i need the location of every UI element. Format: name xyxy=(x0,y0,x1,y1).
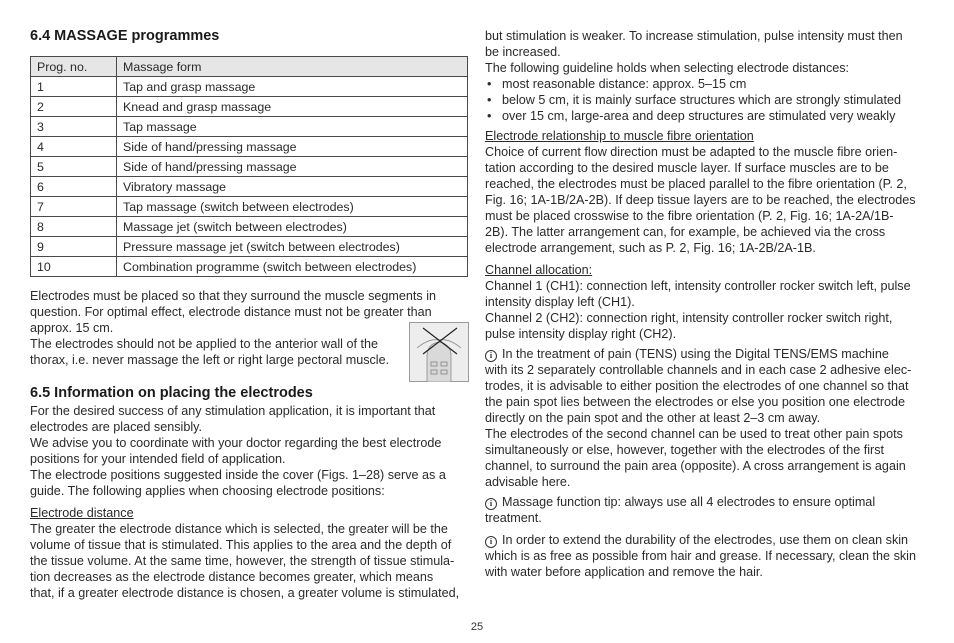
tens-info-section xyxy=(485,346,925,490)
thorax-warning-image xyxy=(409,322,469,382)
header-massage-form: Massage form xyxy=(117,57,468,77)
table-row xyxy=(31,237,468,257)
text-span: In the treatment of pain (TENS) using the Digital TENS/EMS machine xyxy=(502,347,889,361)
text-line: advisable here. xyxy=(485,475,571,489)
electrode-distance-section xyxy=(30,505,470,601)
table-row xyxy=(31,177,468,197)
text-line: guide. The following applies when choosing electrode positions: xyxy=(30,484,385,498)
massage-form-cell: Massage jet (switch between electrodes) xyxy=(117,217,468,237)
massage-form-cell: Side of hand/pressing massage xyxy=(117,157,468,177)
channel-allocation-section xyxy=(485,262,925,342)
text-line: approx. 15 cm. xyxy=(30,321,114,335)
table-row xyxy=(31,77,468,97)
text-line: intensity display left (CH1). xyxy=(485,295,635,309)
text-span: Massage function tip: always use all 4 electrodes to ensure optimal xyxy=(502,495,876,509)
placing-electrodes-paragraph xyxy=(30,403,470,499)
text-line: tation according to the desired muscle layer. If surface muscles are to be xyxy=(485,161,889,175)
text-line: The electrodes should not be applied to the anterior wall of the xyxy=(30,337,378,351)
section-heading-placing-electrodes: 6.5 Information on placing the electrodes xyxy=(30,385,313,401)
table-row xyxy=(31,257,468,277)
subheading-fibre-orientation: Electrode relationship to muscle fibre orientation xyxy=(485,129,754,143)
fibre-orientation-section xyxy=(485,128,925,256)
text-line: The greater the electrode distance which is selected, the greater will be the xyxy=(30,522,448,536)
massage-form-cell: Pressure massage jet (switch between electrodes) xyxy=(117,237,468,257)
massage-form-cell: Knead and grasp massage xyxy=(117,97,468,117)
table-header-row xyxy=(31,57,468,77)
text-line: pulse intensity display right (CH2). xyxy=(485,327,677,341)
text-line xyxy=(485,532,925,548)
text-line: reached, the electrodes must be placed parallel to the fibre orientation (P. 2, xyxy=(485,177,907,191)
text-line: volume of tissue that is stimulated. This applies to the area and the depth of xyxy=(30,538,452,552)
header-prog-no: Prog. no. xyxy=(31,57,117,77)
text-line: be increased. xyxy=(485,45,561,59)
prog-no-cell: 5 xyxy=(31,157,117,177)
massage-programmes-table xyxy=(30,56,468,277)
massage-form-cell: Tap massage (switch between electrodes) xyxy=(117,197,468,217)
massage-form-cell: Tap massage xyxy=(117,117,468,137)
section-heading-massage-programmes: 6.4 MASSAGE programmes xyxy=(30,28,220,44)
info-icon: i xyxy=(485,536,497,548)
text-line: Fig. 16; 1A-1B/2A-2B). If deep tissue layers are to be reached, the electrodes xyxy=(485,193,916,207)
prog-no-cell: 7 xyxy=(31,197,117,217)
text-line: Electrodes must be placed so that they surround the muscle segments in xyxy=(30,289,437,303)
prog-no-cell: 6 xyxy=(31,177,117,197)
table-row xyxy=(31,137,468,157)
text-line: with its 2 separately controllable channels and in each case 2 adhesive elec- xyxy=(485,363,912,377)
text-line: Channel 1 (CH1): connection left, intensity controller rocker switch left, pulse xyxy=(485,279,911,293)
massage-form-cell: Side of hand/pressing massage xyxy=(117,137,468,157)
text-line: that, if a greater electrode distance is chosen, a greater volume is stimulated, xyxy=(30,586,460,600)
text-line xyxy=(485,346,925,362)
massage-tip-section xyxy=(485,494,925,526)
text-line: Choice of current flow direction must be adapted to the muscle fibre orien- xyxy=(485,145,898,159)
page-number: 25 xyxy=(470,621,484,633)
text-line: which is as free as possible from hair and grease. If necessary, clean the skin xyxy=(485,549,916,563)
text-line: channel, to surround the pain area (opposite). A cross arrangement is again xyxy=(485,459,906,473)
text-line: tion decreases as the electrode distance becomes greater, which means xyxy=(30,570,434,584)
text-line: Channel 2 (CH2): connection right, intensity controller rocker switch right, xyxy=(485,311,893,325)
massage-form-cell: Vibratory massage xyxy=(117,177,468,197)
text-line: The electrodes of the second channel can be used to treat other pain spots xyxy=(485,427,903,441)
info-icon: i xyxy=(485,350,497,362)
text-line: thorax, i.e. never massage the left or right large pectoral muscle. xyxy=(30,353,390,367)
text-line: For the desired success of any stimulation application, it is important that xyxy=(30,404,436,418)
text-line: We advise you to coordinate with your doctor regarding the best electrode xyxy=(30,436,442,450)
skin-care-section xyxy=(485,532,925,580)
list-item: • over 15 cm, large-area and deep structures are stimulated very weakly xyxy=(485,108,925,124)
massage-form-cell: Tap and grasp massage xyxy=(117,77,468,97)
text-line: The electrode positions suggested inside the cover (Figs. 1–28) serve as a xyxy=(30,468,446,482)
prog-no-cell: 9 xyxy=(31,237,117,257)
text-line: treatment. xyxy=(485,511,542,525)
text-line: directly on the pain spot and the other at least 2–3 cm away. xyxy=(485,411,821,425)
massage-form-cell: Combination programme (switch between electrodes) xyxy=(117,257,468,277)
text-line: the pain spot lies between the electrodes or else you position one electrode xyxy=(485,395,906,409)
text-line xyxy=(485,494,925,510)
table-row xyxy=(31,197,468,217)
prog-no-cell: 2 xyxy=(31,97,117,117)
electrode-guidance-paragraph xyxy=(30,288,468,368)
distance-continuation xyxy=(485,28,925,124)
prog-no-cell: 1 xyxy=(31,77,117,97)
table-row xyxy=(31,117,468,137)
table-row xyxy=(31,97,468,117)
text-line: positions for your intended field of application. xyxy=(30,452,286,466)
table-row xyxy=(31,217,468,237)
text-line: must be placed crosswise to the fibre orientation (P. 2, Fig. 16; 1A-2A/1B- xyxy=(485,209,894,223)
text-line: The following guideline holds when selecting electrode distances: xyxy=(485,61,850,75)
prog-no-cell: 10 xyxy=(31,257,117,277)
prog-no-cell: 4 xyxy=(31,137,117,157)
text-line: with water before application and remove the hair. xyxy=(485,565,763,579)
text-line: question. For optimal effect, electrode distance must not be greater than xyxy=(30,305,432,319)
prog-no-cell: 8 xyxy=(31,217,117,237)
prog-no-cell: 3 xyxy=(31,117,117,137)
text-line: electrodes are placed sensibly. xyxy=(30,420,202,434)
subheading-electrode-distance: Electrode distance xyxy=(30,506,134,520)
subheading-channel-allocation: Channel allocation: xyxy=(485,263,593,277)
distance-guideline-list xyxy=(485,76,925,124)
text-line: but stimulation is weaker. To increase stimulation, pulse intensity must then xyxy=(485,29,903,43)
table-row xyxy=(31,157,468,177)
text-line: trodes, it is advisable to either position the electrodes of one channel so that xyxy=(485,379,909,393)
text-line: simultaneously or else, however, together with the electrodes of the first xyxy=(485,443,885,457)
list-item: • most reasonable distance: approx. 5–15 cm xyxy=(485,76,925,92)
text-line: the tissue volume. At the same time, however, the strength of tissue stimula- xyxy=(30,554,455,568)
text-line: 2B). The latter arrangement can, for example, be achieved via the cross xyxy=(485,225,886,239)
text-span: In order to extend the durability of the electrodes, use them on clean skin xyxy=(502,533,909,547)
text-line: electrode arrangement, such as P. 2, Fig. 16; 1A-2B/2A-1B. xyxy=(485,241,816,255)
info-icon: i xyxy=(485,498,497,510)
list-item: • below 5 cm, it is mainly surface structures which are strongly stimulated xyxy=(485,92,925,108)
